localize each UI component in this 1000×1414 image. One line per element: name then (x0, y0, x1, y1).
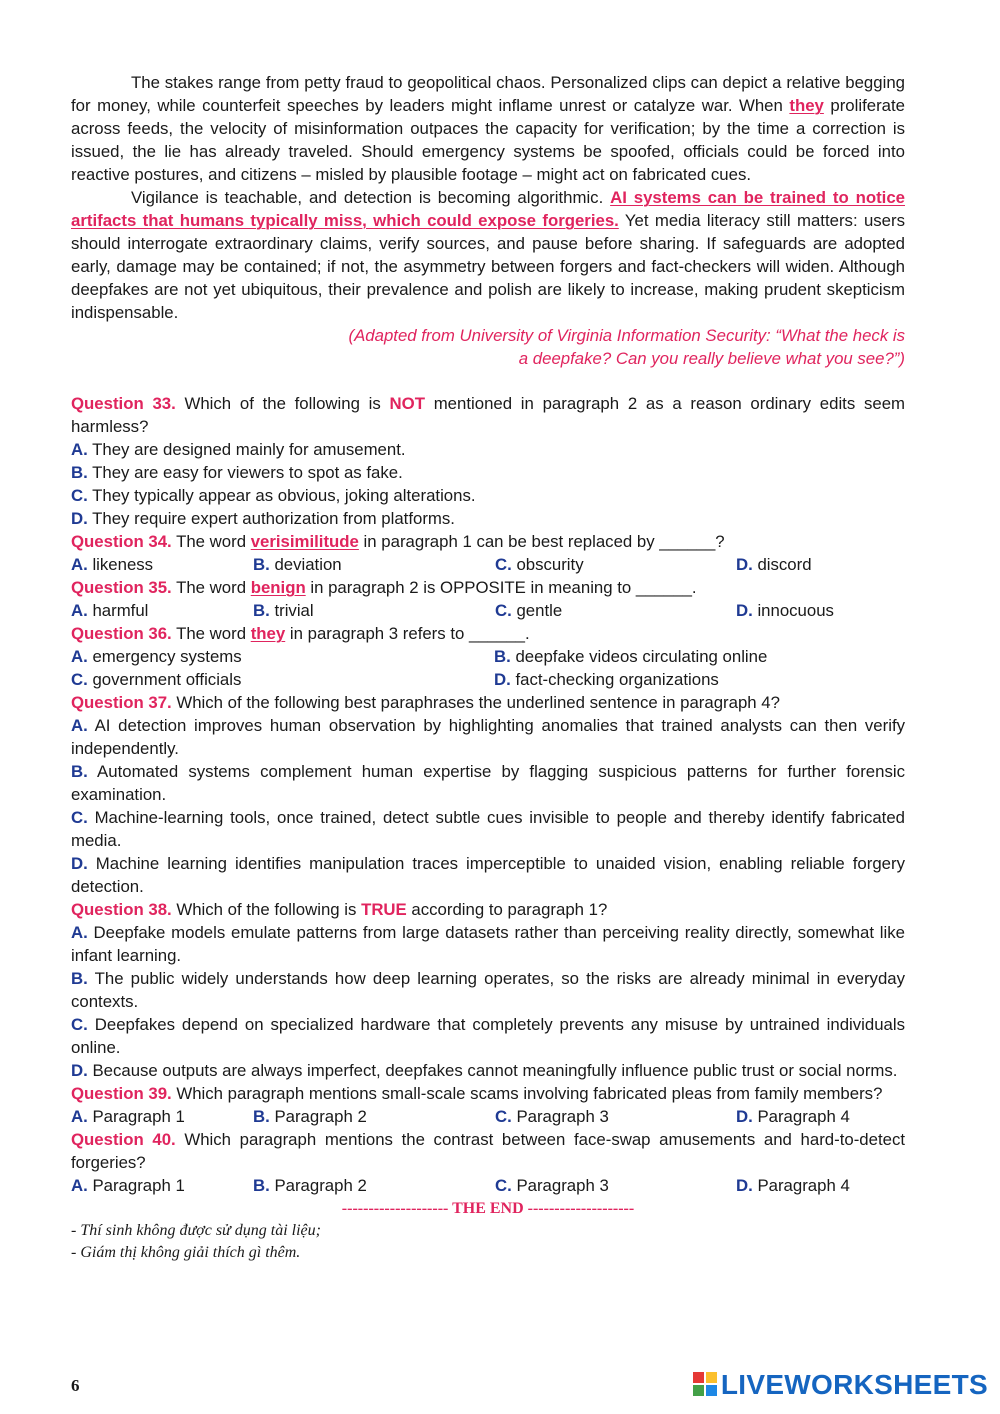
passage-paragraph-3: The stakes range from petty fraud to geopolitical chaos. Personalized clips can depict a relative begging for money, while counterfeit speeches by leaders might inflame unrest or catalyze war. When they proliferate across feeds, the velocity of misinformation outpaces the capacity for verification; by the time a correction is issued, the lie has already traveled. Should emergency systems be spoofed, officials could be forced into reactive postures, and citizens – misled by plausible footage – might act on fabricated cues. (71, 73, 905, 184)
option-b[interactable]: B. Paragraph 2 (253, 1107, 367, 1126)
question-39 (71, 1082, 905, 1128)
note-line-2: - Giám thị không giải thích gì thêm. (71, 1244, 301, 1261)
brand-name: LIVEWORKSHEETS (720, 1368, 988, 1400)
page-number: 6 (71, 1376, 80, 1395)
question-stem: Question 37. Which of the following best paraphrases the underlined sentence in paragraph 4? (71, 693, 780, 712)
option-c[interactable]: C. Paragraph 3 (495, 1107, 609, 1126)
question-34 (71, 530, 905, 576)
option-b[interactable]: B. deviation (253, 555, 342, 574)
question-label: Question 33. (71, 394, 176, 413)
question-stem: Question 36. The word they in paragraph 3 refers to ______. (71, 624, 530, 643)
question-stem: Question 40. Which paragraph mentions the contrast between face-swap amusements and hard-to-detect forgeries? (71, 1130, 905, 1172)
options-row (71, 1174, 905, 1197)
option-c[interactable]: C. They typically appear as obvious, joking alterations. (71, 486, 476, 505)
source-citation-line-2: a deepfake? Can you really believe what you see?”) (518, 349, 905, 368)
question-40 (71, 1128, 905, 1197)
option-a[interactable]: A. emergency systems (71, 647, 242, 666)
question-label: Question 40. (71, 1130, 176, 1149)
question-stem: Question 33. Which of the following is NOT mentioned in paragraph 2 as a reason ordinary edits seem harmless? (71, 394, 905, 436)
option-b[interactable]: B. trivial (253, 601, 314, 620)
logo-square-icon (706, 1385, 717, 1396)
question-stem: Question 35. The word benign in paragraph 2 is OPPOSITE in meaning to ______. (71, 578, 697, 597)
options-row (71, 1105, 905, 1128)
question-keyword: they (250, 624, 286, 643)
options-row (71, 668, 905, 691)
option-b[interactable]: B. Automated systems complement human expertise by flagging suspicious patterns for further forensic examination. (71, 762, 905, 804)
question-label: Question 36. (71, 624, 172, 643)
question-33 (71, 392, 905, 530)
option-d[interactable]: D. They require expert authorization from platforms. (71, 509, 455, 528)
note-line-1: - Thí sinh không được sử dụng tài liệu; (71, 1222, 321, 1239)
option-c[interactable]: C. Paragraph 3 (495, 1176, 609, 1195)
keyword-they: they (789, 96, 824, 115)
question-38 (71, 898, 905, 1082)
question-keyword: benign (250, 578, 306, 597)
option-a[interactable]: A. Paragraph 1 (71, 1107, 185, 1126)
question-keyword: TRUE (361, 900, 407, 919)
option-d[interactable]: D. fact-checking organizations (494, 670, 719, 689)
underlined-sentence: AI systems can be trained to notice artifacts that humans typically miss, which could expose forgeries. (71, 188, 905, 230)
question-stem: Question 39. Which paragraph mentions small-scale scams involving fabricated pleas from family members? (71, 1084, 883, 1103)
option-d[interactable]: D. Because outputs are always imperfect, deepfakes cannot meaningfully influence public trust or social norms. (71, 1061, 898, 1080)
option-a[interactable]: A. AI detection improves human observation by highlighting anomalies that trained analysts can then verify independently. (71, 716, 905, 758)
question-keyword: verisimilitude (250, 532, 359, 551)
option-a[interactable]: A. likeness (71, 555, 154, 574)
logo-square-icon (706, 1372, 717, 1383)
option-d[interactable]: D. Machine learning identifies manipulation traces imperceptible to unaided vision, enabling reliable forgery detection. (71, 854, 905, 896)
option-b[interactable]: B. The public widely understands how deep learning operates, so the risks are already minimal in everyday contexts. (71, 969, 905, 1011)
question-stem: Question 34. The word verisimilitude in paragraph 1 can be best replaced by ______? (71, 532, 725, 551)
logo-square-icon (693, 1385, 704, 1396)
option-a[interactable]: A. They are designed mainly for amusement. (71, 440, 406, 459)
option-d[interactable]: D. discord (736, 555, 812, 574)
logo-grid-icon (693, 1372, 717, 1396)
option-c[interactable]: C. gentle (495, 601, 563, 620)
question-37 (71, 691, 905, 898)
option-a[interactable]: A. Paragraph 1 (71, 1176, 185, 1195)
option-d[interactable]: D. Paragraph 4 (736, 1176, 850, 1195)
question-label: Question 38. (71, 900, 172, 919)
question-36 (71, 622, 905, 691)
question-label: Question 34. (71, 532, 172, 551)
passage-paragraph-4: Vigilance is teachable, and detection is becoming algorithmic. AI systems can be trained to notice artifacts that humans typically miss, which could expose forgeries. Yet media literacy still matters: users should interrogate extraordinary claims, verify sources, and pause before sharing. If safeguards are adopted early, damage may be contained; if not, the asymmetry between forgers and fact-checkers will widen. Although deepfakes are not yet ubiquitous, their prevalence and polish are likely to increase, making prudent skepticism indispensable. (71, 188, 905, 322)
option-a[interactable]: A. Deepfake models emulate patterns from large datasets rather than perceiving reality directly, somewhat like infant learning. (71, 923, 905, 965)
question-label: Question 39. (71, 1084, 172, 1103)
option-c[interactable]: C. obscurity (495, 555, 584, 574)
option-a[interactable]: A. harmful (71, 601, 149, 620)
page-content (71, 71, 905, 1264)
options-row (71, 645, 905, 668)
question-35 (71, 576, 905, 622)
option-c[interactable]: C. government officials (71, 670, 242, 689)
option-d[interactable]: D. Paragraph 4 (736, 1107, 850, 1126)
liveworksheets-logo[interactable] (693, 1368, 988, 1400)
options-row (71, 553, 905, 576)
option-b[interactable]: B. They are easy for viewers to spot as fake. (71, 463, 403, 482)
option-b[interactable]: B. deepfake videos circulating online (494, 647, 768, 666)
logo-square-icon (693, 1372, 704, 1383)
question-keyword: NOT (389, 394, 425, 413)
options-row (71, 599, 905, 622)
the-end-marker: -------------------- THE END -------------------- (341, 1200, 635, 1217)
option-d[interactable]: D. innocuous (736, 601, 834, 620)
source-citation-line-1: (Adapted from University of Virginia Information Security: “What the heck is (348, 326, 905, 345)
question-label: Question 37. (71, 693, 172, 712)
option-c[interactable]: C. Machine-learning tools, once trained, detect subtle cues invisible to people and thereby identify fabricated media. (71, 808, 905, 850)
option-b[interactable]: B. Paragraph 2 (253, 1176, 367, 1195)
question-stem: Question 38. Which of the following is TRUE according to paragraph 1? (71, 900, 608, 919)
option-c[interactable]: C. Deepfakes depend on specialized hardware that completely prevents any misuse by untrained individuals online. (71, 1015, 905, 1057)
question-label: Question 35. (71, 578, 172, 597)
